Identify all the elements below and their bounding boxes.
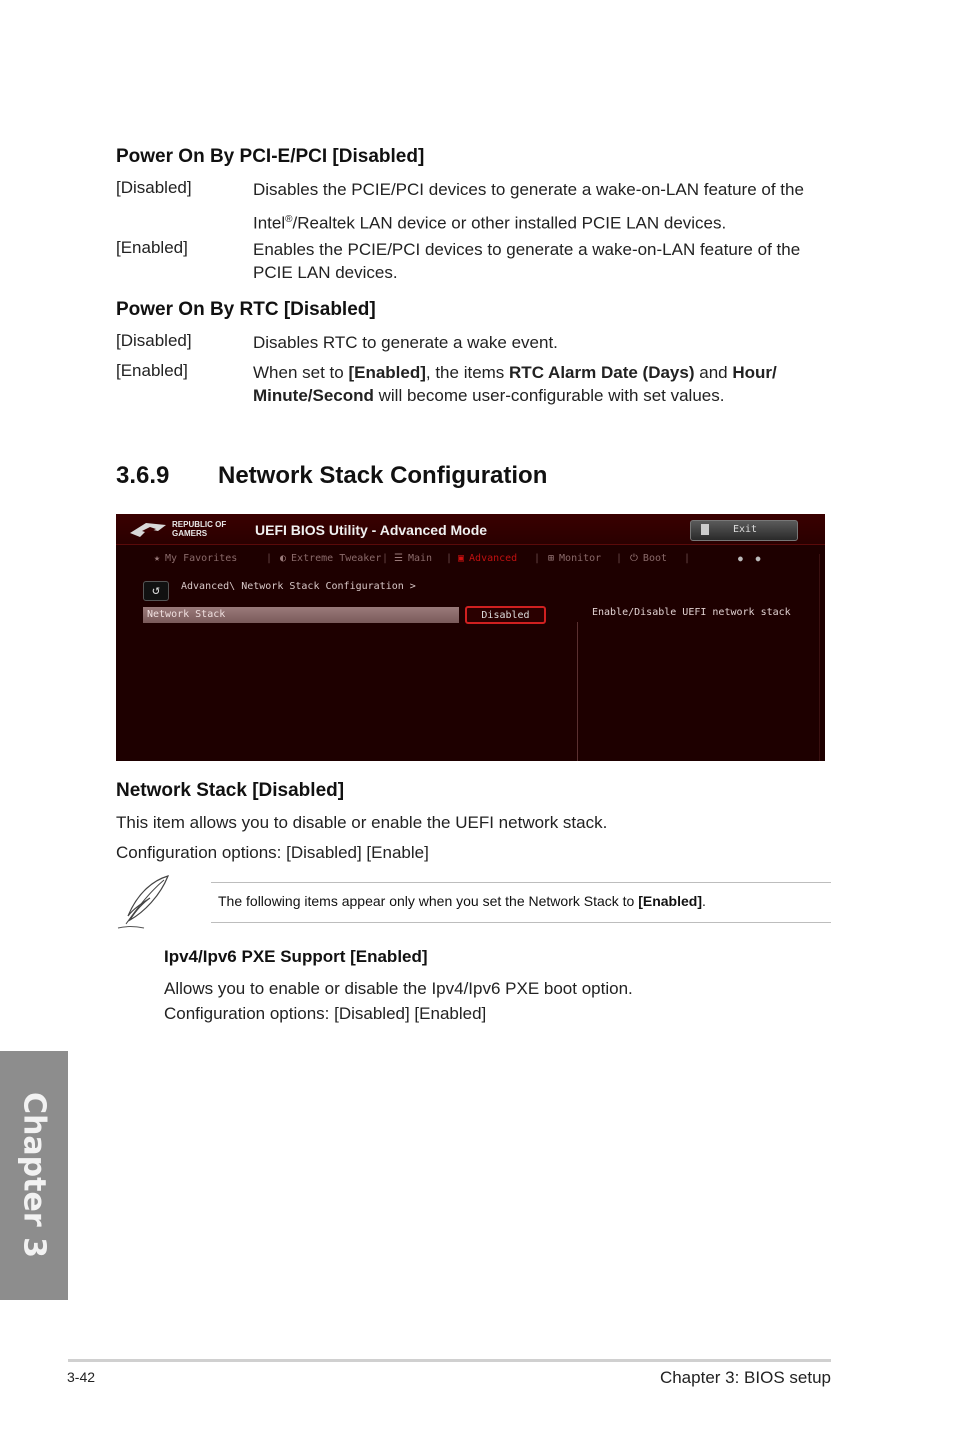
monitor-icon: ⊞: [548, 553, 555, 564]
rtc-disabled-desc: Disables RTC to generate a wake event.: [253, 333, 558, 352]
note-top-rule: [211, 882, 831, 883]
section-title: Network Stack Configuration: [218, 462, 548, 489]
power-icon: ⏻: [630, 553, 638, 564]
back-arrow-icon: ↺: [152, 583, 160, 598]
nav-separator: |: [266, 553, 273, 564]
chapter-tab: [0, 1051, 68, 1300]
realtek-text: /Realtek LAN device or other installed PCIE LAN devices.: [292, 213, 727, 233]
rtc-text-2: , the items: [425, 363, 510, 382]
list-icon: ☰: [394, 553, 403, 564]
tab-label: Extreme Tweaker: [291, 553, 382, 564]
bios-title: UEFI BIOS Utility - Advanced Mode: [255, 522, 488, 538]
tab-label: Monitor: [559, 553, 602, 564]
rtc-enabled-term: [Enabled]: [116, 361, 188, 380]
nav-separator: |: [534, 553, 541, 564]
nav-separator: |: [446, 553, 453, 564]
footer-rule: [68, 1359, 831, 1362]
note-bottom-rule: [211, 922, 831, 923]
nav-separator: |: [382, 553, 389, 564]
page-dots-icon: ● ●: [738, 554, 765, 563]
registered-mark: ®: [285, 214, 293, 225]
back-button[interactable]: [143, 581, 169, 601]
page-number: 3-42: [67, 1369, 96, 1385]
network-stack-value[interactable]: Disabled: [465, 606, 546, 624]
network-stack-desc: This item allows you to disable or enable the UEFI network stack.: [116, 813, 608, 832]
tab-label: Main: [407, 553, 433, 564]
advanced-icon: ▣: [458, 553, 465, 564]
network-stack-heading: Network Stack [Disabled]: [116, 780, 345, 801]
note-text: [218, 893, 706, 909]
network-stack-options: Configuration options: [Disabled] [Enable]: [116, 843, 429, 862]
help-divider: [577, 622, 578, 761]
pxe-options: Configuration options: [Disabled] [Enabled]: [164, 1004, 487, 1023]
rtc-text-4: will become user-configurable with set values.: [373, 386, 725, 405]
rtc-disabled-term: [Disabled]: [116, 331, 192, 350]
rtc-text-1: When set to: [253, 363, 349, 382]
tab-extreme-tweaker[interactable]: [280, 553, 381, 564]
network-stack-row[interactable]: Network Stack: [143, 607, 459, 623]
pxe-desc: Allows you to enable or disable the Ipv4/Ipv6 PXE boot option.: [164, 979, 633, 998]
note-text-end: .: [702, 893, 706, 909]
rtc-heading: Power On By RTC [Disabled]: [116, 299, 376, 320]
tab-label: My Favorites: [165, 553, 238, 564]
note-text-bold: [Enabled]: [638, 893, 702, 909]
rog-brand-text: REPUBLIC OF GAMERS: [172, 520, 227, 538]
pci-enabled-desc: Enables the PCIE/PCI devices to generate a wake-on-LAN feature of the PCIE LAN devices.: [253, 240, 801, 282]
scrollbar-track: [819, 554, 820, 761]
note-text-main: The following items appear only when you set the Network Stack to: [218, 893, 639, 909]
intel-text: Intel: [253, 213, 286, 233]
tab-boot[interactable]: [630, 553, 667, 564]
section-number: 3.6.9: [116, 462, 170, 489]
pci-heading: Power On By PCI-E/PCI [Disabled]: [116, 146, 425, 167]
feather-pen-icon: [114, 872, 174, 932]
rtc-bold-alarm-date: RTC Alarm Date (Days): [509, 363, 695, 382]
rtc-bold-hour: Hour/ Minute/Second: [253, 363, 777, 405]
footer-chapter: Chapter 3: BIOS setup: [659, 1368, 831, 1387]
tab-main[interactable]: [394, 553, 432, 564]
tweaker-icon: ◐: [280, 553, 287, 564]
help-text: Enable/Disable UEFI network stack: [592, 607, 791, 618]
rtc-text-3: and: [694, 363, 733, 382]
pxe-heading: Ipv4/Ipv6 PXE Support [Enabled]: [164, 947, 428, 966]
rtc-bold-enabled: [Enabled]: [348, 363, 426, 382]
nav-separator: |: [616, 553, 623, 564]
bios-header: [116, 514, 825, 545]
breadcrumb: Advanced\ Network Stack Configuration >: [181, 581, 416, 592]
bios-screenshot: [116, 514, 825, 761]
pci-disabled-desc-line1: Disables the PCIE/PCI devices to generate a wake-on-LAN feature of the: [253, 180, 804, 199]
star-icon: ★: [154, 553, 161, 564]
tab-my-favorites[interactable]: [154, 553, 237, 564]
pci-disabled-desc-line2: [253, 208, 833, 235]
tab-monitor[interactable]: [548, 553, 601, 564]
rog-eye-logo-icon: [128, 519, 168, 541]
exit-door-icon: [701, 524, 709, 535]
exit-button[interactable]: [690, 520, 798, 541]
tab-advanced[interactable]: [458, 553, 517, 564]
chapter-tab-label: Chapter 3: [16, 1092, 52, 1258]
nav-separator: |: [684, 553, 691, 564]
tab-label: Boot: [642, 553, 668, 564]
exit-label: Exit: [733, 524, 758, 535]
pci-enabled-term: [Enabled]: [116, 238, 188, 257]
rtc-enabled-desc: [253, 361, 798, 407]
pci-disabled-term: [Disabled]: [116, 178, 192, 197]
tab-label: Advanced: [469, 553, 518, 564]
